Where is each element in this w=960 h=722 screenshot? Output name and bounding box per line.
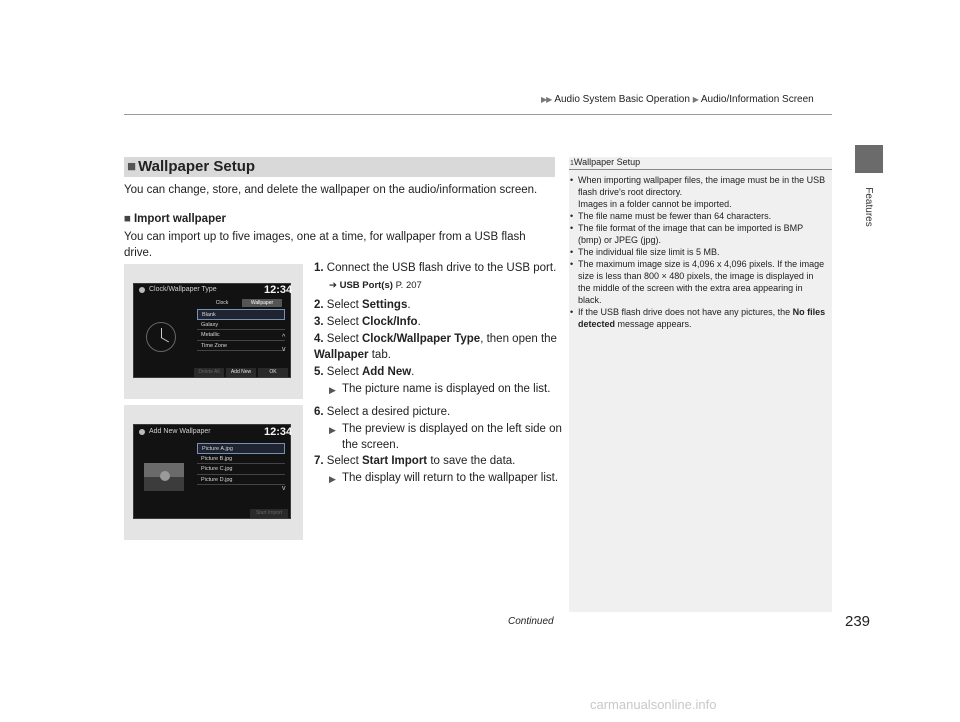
list-item: Blank [197,309,285,320]
breadcrumb-item: Audio System Basic Operation [554,94,690,105]
step-7: 7. Select Start Import to save the data. [314,455,516,467]
ok-button: OK [258,368,288,377]
step-3: 3. Select Clock/Info. [314,316,421,328]
screen-title: Add New Wallpaper [149,428,211,435]
double-arrow-icon: ▶▶ [541,95,552,104]
step-1: 1. Connect the USB flash drive to the USB port. [314,262,557,274]
list-item: Time Zone [197,341,285,352]
chapter-label: Features [863,187,874,227]
start-import-button: Start Import [250,509,288,518]
reference-arrow-icon: ➔ [329,280,337,291]
picture-list [197,443,285,485]
step-5: 5. Select Add New. [314,366,415,378]
list-item: Picture B.jpg [197,454,285,465]
list-item: Picture D.jpg [197,475,285,486]
note-item: • When importing wallpaper files, the image must be in the USB flash drive's root directory. Images in a folder cannot be imported. [570,175,826,209]
note-item: • The individual file size limit is 5 MB. [570,247,720,257]
continued-label: Continued [508,616,554,627]
notes-divider [569,169,832,170]
screenshot-clock-wallpaper-type [133,283,291,378]
watermark: carmanualsonline.info [590,697,717,712]
scroll-down-icon: v [282,346,286,353]
step-6: 6. Select a desired picture. [314,406,451,418]
tab-clock: Clock [215,300,229,306]
intro-paragraph: You can change, store, and delete the wallpaper on the audio/information screen. [124,184,538,196]
note-item: • The file format of the image that can be imported is BMP (bmp) or JPEG (jpg). [570,223,803,245]
back-icon [139,429,145,435]
arrow-icon: ▶ [692,95,698,104]
notes-list [570,174,828,330]
breadcrumb-item: Audio/Information Screen [700,94,814,105]
list-item: Picture A.jpg [197,443,285,454]
list-item: Metallic [197,330,285,341]
step-result: ▶ The display will return to the wallpaper list. [314,470,564,487]
step-result: ▶ The preview is displayed on the left side on the screen. [329,423,562,451]
screen-clock: 12:34 [264,426,293,438]
add-new-button: Add New [226,368,256,377]
result-arrow-icon: ▶ [329,425,336,435]
page-number: 239 [845,613,871,630]
picture-preview [144,463,184,491]
section-title [127,158,255,175]
step-list [314,260,564,487]
result-arrow-icon: ▶ [329,385,336,395]
section-title-text: Wallpaper Setup [138,158,256,175]
wallpaper-list [197,309,285,351]
scroll-up-icon: ^ [282,334,286,341]
back-icon [139,287,145,293]
note-item: • If the USB flash drive does not have any pictures, the No files detected message appears. [570,307,826,329]
notes-heading: 1Wallpaper Setup [570,157,641,167]
list-item: Picture C.jpg [197,464,285,475]
screen-title: Clock/Wallpaper Type [149,286,217,293]
import-paragraph: You can import up to five images, one at a time, for wallpaper from a USB flash drive. [124,231,526,259]
screenshot-add-new-wallpaper [133,424,291,519]
note-number-icon: 1 [570,160,574,167]
clock-preview-icon [146,322,176,352]
delete-all-button: Delete All [194,368,224,377]
step-4: 4. Select Clock/Wallpaper Type, then open the Wallpaper tab. [314,333,557,361]
header-divider [124,114,832,115]
scroll-down-icon: v [282,485,286,492]
breadcrumb [541,94,814,105]
note-item: • The maximum image size is 4,096 x 4,096 pixels. If the image size is less than 800 × 480 pixels, the image is displayed in the middle of the screen with the extra area appearing in black. [570,259,825,305]
square-bullet-icon: ■ [124,213,131,225]
step-2: 2. Select Settings. [314,299,411,311]
screen-clock: 12:34 [264,284,293,296]
tab-wallpaper: Wallpaper [242,299,282,307]
square-bullet-icon: ■ [127,158,137,175]
step-result: ▶ The picture name is displayed on the list. [314,381,564,398]
subheading-text: Import wallpaper [133,213,226,225]
chapter-tab [855,145,883,173]
subheading [124,213,226,225]
list-item: Galaxy [197,320,285,331]
note-item: • The file name must be fewer than 64 characters. [570,211,772,221]
page-reference: ➔ USB Port(s) P. 207 [329,280,422,291]
result-arrow-icon: ▶ [329,474,336,484]
